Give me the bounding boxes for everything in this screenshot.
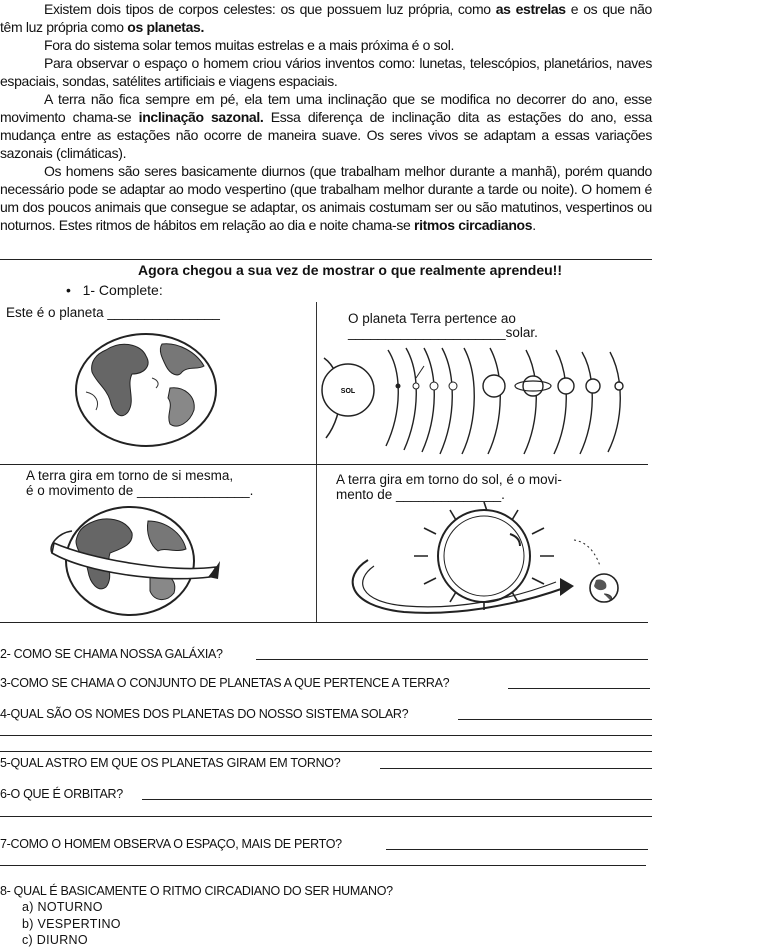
section-divider	[0, 259, 652, 260]
cell-planet-label: Este é o planeta _______________	[6, 305, 220, 320]
paragraph-circadianos: Os homens são seres basicamente diurnos (que trabalham melhor durante a manhã), porém quando necessário pode se adaptar ao modo vespertino (que trabalham melhor durante a tarde ou noite). O homem é um dos poucos animais que consegue se adaptar, os animais costumam ser ou são matutinos, vespertinos ou noturnos. Estes ritmos de hábitos em relação ao dia e noite chama-se ritmos circadianos.	[0, 163, 652, 233]
question-5: 5-QUAL ASTRO EM QUE OS PLANETAS GIRAM EM TORNO?	[0, 756, 341, 770]
option-a[interactable]: a) NOTURNO	[22, 900, 103, 914]
answer-line-4b[interactable]	[0, 735, 652, 736]
paragraph-sol: Fora do sistema solar temos muitas estrelas e a mais próxima é o sol.	[44, 37, 455, 53]
question-3: 3-COMO SE CHAMA O CONJUNTO DE PLANETAS A QUE PERTENCE A TERRA?	[0, 676, 450, 690]
answer-line-4[interactable]	[458, 719, 652, 720]
answer-line-5[interactable]	[380, 768, 652, 769]
question-8: 8- QUAL É BASICAMENTE O RITMO CIRCADIANO DO SER HUMANO?	[0, 884, 393, 898]
cell-translation-label-1: A terra gira em torno do sol, é o movi-	[336, 472, 562, 487]
rotation-illustration	[50, 503, 220, 619]
activity-title: Agora chegou a sua vez de mostrar o que realmente aprendeu!!	[138, 262, 562, 278]
grid-middle-line	[0, 464, 648, 465]
cell-solar-label-2: _____________________solar.	[348, 325, 538, 340]
answer-line-7[interactable]	[386, 849, 648, 850]
cell-rotation-label-1: A terra gira em torno de si mesma,	[26, 468, 234, 483]
question-6: 6-O QUE É ORBITAR?	[0, 787, 123, 801]
answer-line-2[interactable]	[256, 659, 648, 660]
grid-vertical-line	[316, 302, 317, 622]
grid-bottom-line	[0, 622, 648, 623]
cell-translation-label-2: mento de ______________.	[336, 487, 505, 502]
translation-illustration	[334, 500, 634, 620]
answer-line-6[interactable]	[142, 799, 652, 800]
question-4: 4-QUAL SÃO OS NOMES DOS PLANETAS DO NOSSO SISTEMA SOLAR?	[0, 707, 409, 721]
paragraph-corpos-celestes: Existem dois tipos de corpos celestes: os que possuem luz própria, como as estrelas e os que não têm luz própria como os planetas.	[0, 1, 652, 35]
paragraph-inventos: Para observar o espaço o homem criou vários inventos como: lunetas, telescópios, planetários, naves espaciais, sondas, satélites artificiais e viagens espaciais.	[0, 55, 652, 89]
cell-solar-label-1: O planeta Terra pertence ao	[348, 311, 516, 326]
option-b[interactable]: b) VESPERTINO	[22, 917, 121, 931]
globe-illustration	[66, 330, 226, 450]
sun-label: SOL	[340, 388, 356, 395]
answer-line-3[interactable]	[508, 688, 650, 689]
option-c[interactable]: c) DIURNO	[22, 933, 88, 947]
answer-line-4c[interactable]	[0, 751, 652, 752]
complete-item: • 1- Complete:	[66, 282, 163, 298]
answer-line-7b[interactable]	[0, 865, 646, 866]
solar-system-illustration	[320, 342, 632, 462]
answer-line-6b[interactable]	[0, 816, 652, 817]
cell-rotation-label-2: é o movimento de _______________.	[26, 483, 254, 498]
paragraph-inclinacao: A terra não fica sempre em pé, ela tem uma inclinação que se modifica no decorrer do ano, esse movimento chama-se inclinação sazonal. Essa diferença de inclinação dita as estações do ano, essa mudança entre as estações não ocorre de maneira suave. Os seres vivos se adaptam a essas variações sazonais (climáticas).	[0, 91, 652, 161]
question-7: 7-COMO O HOMEM OBSERVA O ESPAÇO, MAIS DE PERTO?	[0, 837, 342, 851]
question-2: 2- COMO SE CHAMA NOSSA GALÁXIA?	[0, 647, 223, 661]
